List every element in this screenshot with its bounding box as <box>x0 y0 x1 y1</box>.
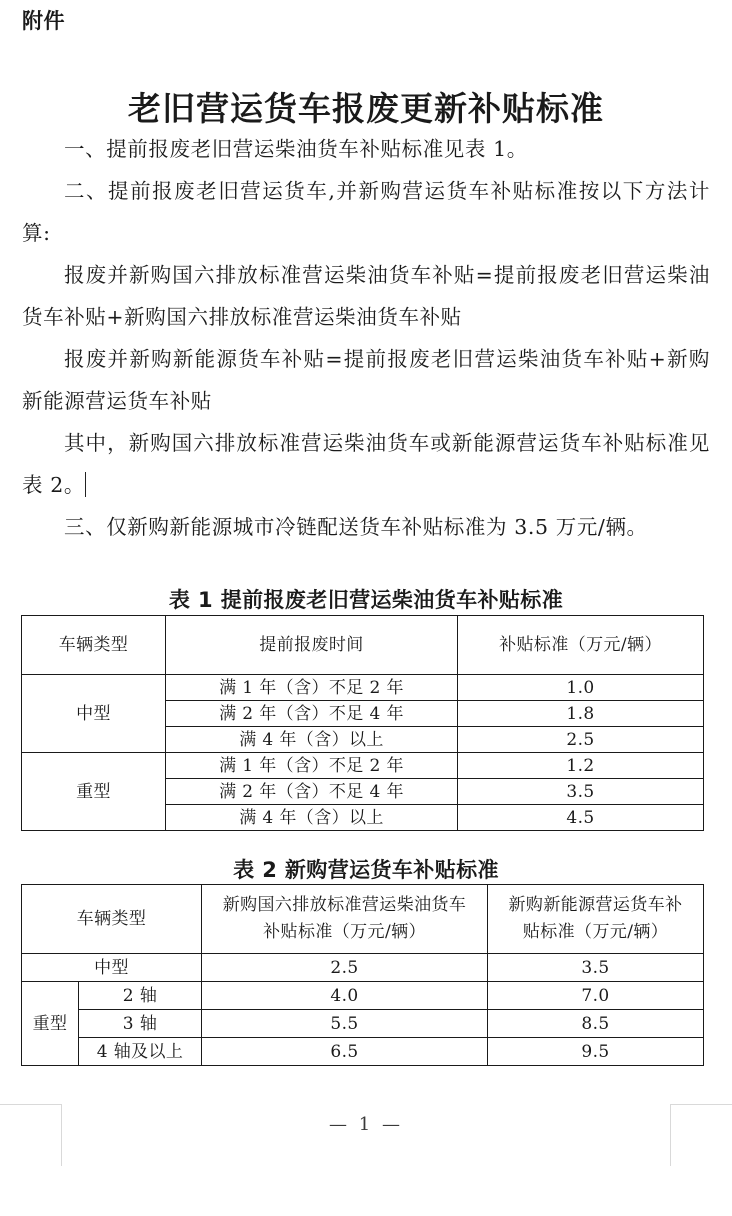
table2-header-nev-line1: 新购新能源营运货车补 <box>508 895 683 915</box>
table-row <box>22 982 704 1010</box>
table1-header-subsidy: 补贴标准（万元/辆） <box>458 616 704 675</box>
table1-group-label-medium: 中型 <box>22 675 166 753</box>
table1-period-cell: 满 1 年（含）不足 2 年 <box>166 675 458 701</box>
table1-subsidy-cell: 1.2 <box>458 753 704 779</box>
table-subsidy-newpurchase <box>21 884 704 1066</box>
table2-header-nev <box>488 885 704 954</box>
table2-group-label-heavy: 重型 <box>22 982 79 1066</box>
table2-diesel-cell: 5.5 <box>202 1010 488 1038</box>
table2-header-nev-line2: 贴标准（万元/辆） <box>522 922 669 942</box>
table2-header-diesel-line2: 补贴标准（万元/辆） <box>263 922 426 942</box>
document-body <box>22 128 710 548</box>
table1-header-vehicle-type: 车辆类型 <box>22 616 166 675</box>
table2-nev-cell: 9.5 <box>488 1038 704 1066</box>
table1-header-row <box>22 616 704 675</box>
table-subsidy-scrappage <box>21 615 704 831</box>
table2-header-diesel <box>202 885 488 954</box>
table1-caption: 表 1 提前报废老旧营运柴油货车补贴标准 <box>168 588 564 612</box>
table1-subsidy-cell: 4.5 <box>458 805 704 831</box>
text-cursor-caret <box>85 472 87 497</box>
table2-axle-cell: 3 轴 <box>79 1010 202 1038</box>
paragraph-note-table2 <box>22 422 710 506</box>
table-row <box>22 1038 704 1066</box>
table-row <box>22 954 704 982</box>
table1-period-cell: 满 2 年（含）不足 4 年 <box>166 701 458 727</box>
table1-period-cell: 满 2 年（含）不足 4 年 <box>166 779 458 805</box>
table2-diesel-cell: 6.5 <box>202 1038 488 1066</box>
attachment-label: 附件 <box>22 9 65 33</box>
table2-nev-cell: 7.0 <box>488 982 704 1010</box>
table2-diesel-cell: 2.5 <box>202 954 488 982</box>
table1-subsidy-cell: 3.5 <box>458 779 704 805</box>
table1-period-cell: 满 4 年（含）以上 <box>166 805 458 831</box>
table2-axle-cell: 4 轴及以上 <box>79 1038 202 1066</box>
table-row <box>22 753 704 779</box>
table2-type-medium: 中型 <box>22 954 202 982</box>
paragraph-formula-nev: 报废并新购新能源货车补贴=提前报废老旧营运柴油货车补贴+新购新能源营运货车补贴 <box>22 347 710 413</box>
paragraph-formula-diesel: 报废并新购国六排放标准营运柴油货车补贴=提前报废老旧营运柴油货车补贴+新购国六排放标准营运柴油货车补贴 <box>22 263 710 329</box>
table1-period-cell: 满 1 年（含）不足 2 年 <box>166 753 458 779</box>
table1-subsidy-cell: 2.5 <box>458 727 704 753</box>
table2-header-vehicle-type: 车辆类型 <box>22 885 202 954</box>
table1-subsidy-cell: 1.8 <box>458 701 704 727</box>
paragraph-note-table2-text: 其中，新购国六排放标准营运柴油货车或新能源营运货车补贴标准见表 2。 <box>22 431 710 497</box>
table2-header-row <box>22 885 704 954</box>
table-row <box>22 675 704 701</box>
page-title: 老旧营运货车报废更新补贴标准 <box>128 89 604 129</box>
page-number-footer: — 1 — <box>329 1114 403 1135</box>
table-row <box>22 1010 704 1038</box>
paragraph-item-3: 三、仅新购新能源城市冷链配送货车补贴标准为 3.5 万元/辆。 <box>64 515 648 539</box>
table1-subsidy-cell: 1.0 <box>458 675 704 701</box>
table2-header-diesel-line1: 新购国六排放标准营运柴油货车 <box>222 895 467 915</box>
paragraph-item-1: 一、提前报废老旧营运柴油货车补贴标准见表 1。 <box>64 137 528 161</box>
table2-axle-cell: 2 轴 <box>79 982 202 1010</box>
table1-period-cell: 满 4 年（含）以上 <box>166 727 458 753</box>
table1-group-label-heavy: 重型 <box>22 753 166 831</box>
table2-nev-cell: 3.5 <box>488 954 704 982</box>
table2-caption: 表 2 新购营运货车补贴标准 <box>233 858 499 882</box>
table2-diesel-cell: 4.0 <box>202 982 488 1010</box>
table1-header-period: 提前报废时间 <box>166 616 458 675</box>
table2-nev-cell: 8.5 <box>488 1010 704 1038</box>
paragraph-item-2: 二、提前报废老旧营运货车,并新购营运货车补贴标准按以下方法计算: <box>22 179 710 245</box>
